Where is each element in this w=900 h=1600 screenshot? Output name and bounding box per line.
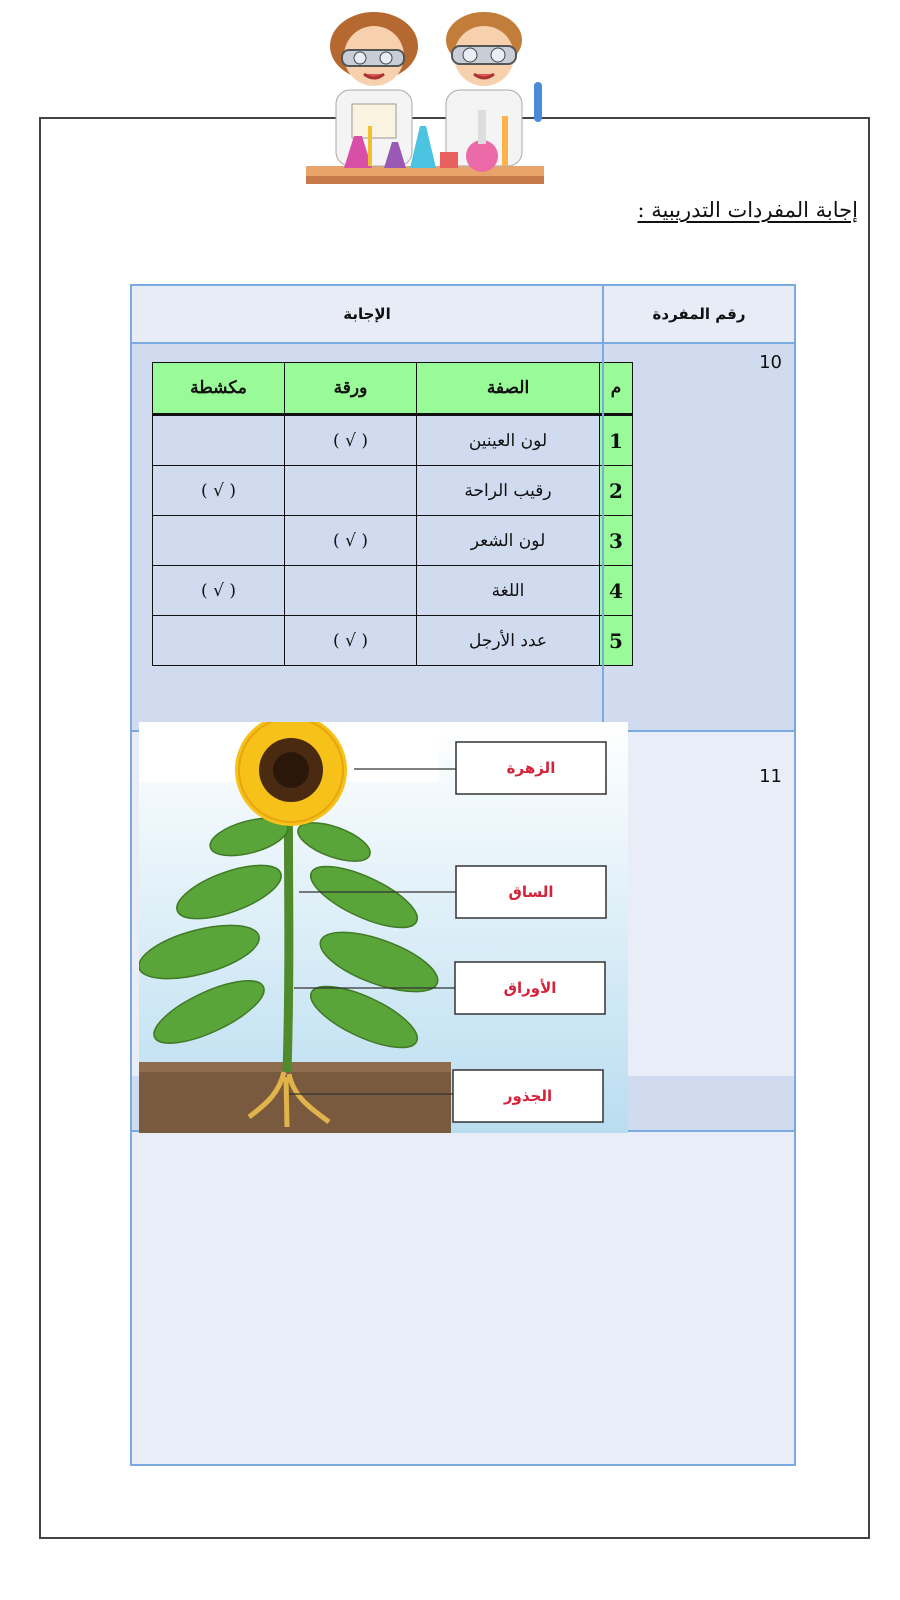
scientists-illustration (306, 6, 546, 186)
cell-trait: عدد الأرجل (417, 616, 600, 666)
cell-paper: ( √ ) (285, 516, 417, 566)
label-flower: الزهرة (506, 759, 556, 777)
cell-scissors (153, 516, 285, 566)
cell-paper (285, 566, 417, 616)
cell-index: 5 (600, 616, 633, 666)
cell-index: 1 (600, 415, 633, 466)
column-divider (602, 286, 604, 732)
subtable-row (153, 616, 633, 666)
cell-trait: اللغة (417, 566, 600, 616)
cell-paper: ( √ ) (285, 616, 417, 666)
cell-trait: لون العينين (417, 415, 600, 466)
traits-subtable (152, 362, 633, 666)
col-scissors: مكشطة (153, 363, 285, 415)
subtable-row (153, 466, 633, 516)
subtable-row (153, 415, 633, 466)
label-stem: الساق (508, 883, 554, 901)
cell-scissors (153, 616, 285, 666)
header-item-number: رقم المفردة (652, 305, 746, 323)
page-heading: إجابة المفردات التدريبية : (637, 198, 858, 222)
cell-scissors (153, 415, 285, 466)
cell-trait: رقيب الراحة (417, 466, 600, 516)
cell-index: 4 (600, 566, 633, 616)
subtable-header-row (153, 363, 633, 415)
sunflower-diagram (139, 722, 628, 1133)
cell-scissors: ( √ ) (153, 466, 285, 516)
subtable-row (153, 516, 633, 566)
table-header (132, 286, 794, 344)
label-roots: الجذور (503, 1087, 553, 1105)
cell-index: 3 (600, 516, 633, 566)
cell-paper: ( √ ) (285, 415, 417, 466)
col-paper: ورقة (285, 363, 417, 415)
item-number: 10 (759, 352, 782, 373)
cell-index: 2 (600, 466, 633, 516)
cell-trait: لون الشعر (417, 516, 600, 566)
col-index: م (600, 363, 633, 415)
cell-scissors: ( √ ) (153, 566, 285, 616)
header-answer: الإجابة (343, 305, 391, 323)
table-row (132, 344, 794, 732)
item-number: 11 (759, 766, 782, 787)
label-leaves: الأوراق (503, 979, 557, 997)
cell-paper (285, 466, 417, 516)
col-trait: الصفة (417, 363, 600, 415)
subtable-row (153, 566, 633, 616)
